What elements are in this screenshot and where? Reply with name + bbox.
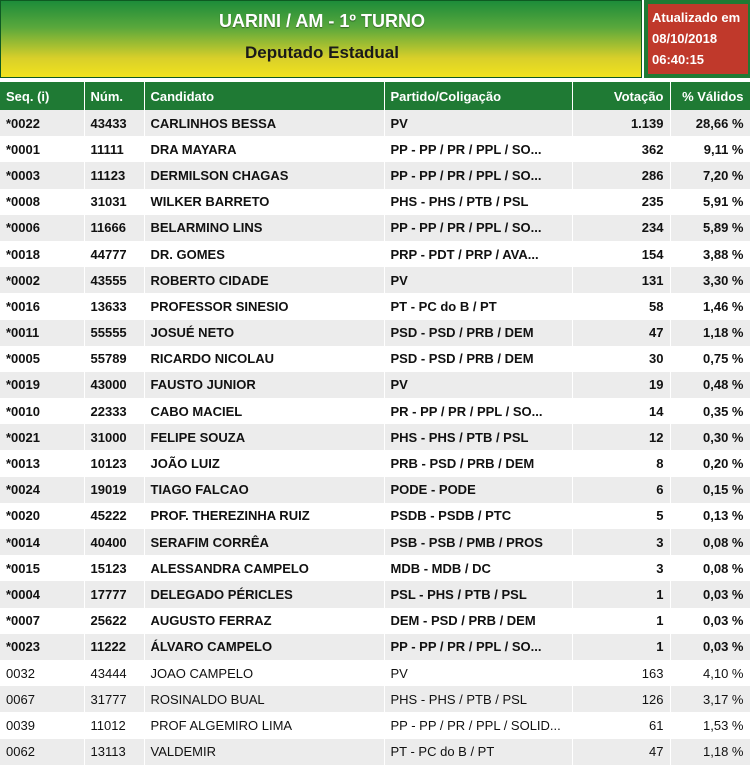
cell-number: 31777 — [84, 686, 144, 712]
table-row — [0, 424, 750, 450]
cell-candidate: ROBERTO CIDADE — [144, 267, 384, 293]
update-info — [648, 4, 748, 74]
cell-candidate: FAUSTO JUNIOR — [144, 372, 384, 398]
cell-party: PODE - PODE — [384, 477, 572, 503]
cell-party: PHS - PHS / PTB / PSL — [384, 189, 572, 215]
cell-percent: 3,88 % — [670, 241, 750, 267]
cell-candidate: DELEGADO PÉRICLES — [144, 581, 384, 607]
cell-seq: *0019 — [0, 372, 84, 398]
cell-percent: 4,10 % — [670, 660, 750, 686]
cell-percent: 3,30 % — [670, 267, 750, 293]
table-row — [0, 503, 750, 529]
cell-number: 55555 — [84, 320, 144, 346]
cell-party: PP - PP / PR / PPL / SO... — [384, 634, 572, 660]
cell-party: PRP - PDT / PRP / AVA... — [384, 241, 572, 267]
cell-number: 43555 — [84, 267, 144, 293]
table-row — [0, 477, 750, 503]
cell-candidate: CABO MACIEL — [144, 398, 384, 424]
cell-party: PHS - PHS / PTB / PSL — [384, 686, 572, 712]
cell-votes: 1 — [572, 581, 670, 607]
cell-candidate: PROF. THEREZINHA RUIZ — [144, 503, 384, 529]
page-title: UARINI / AM - 1º TURNO — [219, 11, 425, 31]
cell-percent: 0,13 % — [670, 503, 750, 529]
cell-seq: *0002 — [0, 267, 84, 293]
cell-candidate: CARLINHOS BESSA — [144, 110, 384, 136]
cell-party: PSDB - PSDB / PTC — [384, 503, 572, 529]
cell-votes: 3 — [572, 555, 670, 581]
page-subtitle: Deputado Estadual — [245, 43, 399, 62]
cell-percent: 0,03 % — [670, 581, 750, 607]
cell-candidate: BELARMINO LINS — [144, 215, 384, 241]
table-row — [0, 346, 750, 372]
cell-party: PP - PP / PR / PPL / SOLID... — [384, 712, 572, 738]
cell-seq: *0018 — [0, 241, 84, 267]
cell-party: PP - PP / PR / PPL / SO... — [384, 215, 572, 241]
cell-party: PHS - PHS / PTB / PSL — [384, 424, 572, 450]
cell-votes: 163 — [572, 660, 670, 686]
table-row — [0, 660, 750, 686]
cell-number: 31031 — [84, 189, 144, 215]
cell-seq: *0024 — [0, 477, 84, 503]
cell-number: 40400 — [84, 529, 144, 555]
cell-percent: 28,66 % — [670, 110, 750, 136]
cell-number: 11666 — [84, 215, 144, 241]
cell-party: PV — [384, 267, 572, 293]
update-label: Atualizado em — [652, 10, 741, 25]
cell-number: 11111 — [84, 136, 144, 162]
cell-number: 55789 — [84, 346, 144, 372]
cell-party: PSD - PSD / PRB / DEM — [384, 320, 572, 346]
table-row — [0, 686, 750, 712]
results-table — [0, 82, 750, 765]
update-box — [644, 0, 750, 78]
cell-seq: *0003 — [0, 162, 84, 188]
cell-votes: 6 — [572, 477, 670, 503]
cell-percent: 1,18 % — [670, 739, 750, 765]
cell-seq: *0015 — [0, 555, 84, 581]
cell-candidate: WILKER BARRETO — [144, 189, 384, 215]
cell-candidate: AUGUSTO FERRAZ — [144, 608, 384, 634]
cell-party: PV — [384, 660, 572, 686]
cell-number: 13633 — [84, 293, 144, 319]
cell-number: 11123 — [84, 162, 144, 188]
cell-percent: 9,11 % — [670, 136, 750, 162]
cell-seq: 0032 — [0, 660, 84, 686]
cell-number: 11012 — [84, 712, 144, 738]
results-banner — [0, 0, 642, 78]
cell-percent: 1,46 % — [670, 293, 750, 319]
table-row — [0, 450, 750, 476]
table-row — [0, 581, 750, 607]
cell-candidate: TIAGO FALCAO — [144, 477, 384, 503]
cell-seq: *0016 — [0, 293, 84, 319]
cell-seq: *0011 — [0, 320, 84, 346]
cell-candidate: PROF ALGEMIRO LIMA — [144, 712, 384, 738]
table-row — [0, 320, 750, 346]
cell-votes: 47 — [572, 320, 670, 346]
cell-seq: *0001 — [0, 136, 84, 162]
table-row — [0, 739, 750, 765]
cell-party: PR - PP / PR / PPL / SO... — [384, 398, 572, 424]
cell-number: 22333 — [84, 398, 144, 424]
cell-party: PRB - PSD / PRB / DEM — [384, 450, 572, 476]
cell-votes: 154 — [572, 241, 670, 267]
cell-percent: 5,89 % — [670, 215, 750, 241]
cell-votes: 12 — [572, 424, 670, 450]
cell-seq: *0010 — [0, 398, 84, 424]
cell-percent: 1,53 % — [670, 712, 750, 738]
cell-party: PT - PC do B / PT — [384, 739, 572, 765]
cell-number: 44777 — [84, 241, 144, 267]
cell-seq: *0006 — [0, 215, 84, 241]
cell-votes: 58 — [572, 293, 670, 319]
cell-votes: 235 — [572, 189, 670, 215]
cell-candidate: JOSUÉ NETO — [144, 320, 384, 346]
cell-percent: 5,91 % — [670, 189, 750, 215]
cell-party: PSB - PSB / PMB / PROS — [384, 529, 572, 555]
cell-seq: *0004 — [0, 581, 84, 607]
cell-party: PSL - PHS / PTB / PSL — [384, 581, 572, 607]
table-row — [0, 555, 750, 581]
cell-percent: 0,03 % — [670, 634, 750, 660]
cell-seq: *0005 — [0, 346, 84, 372]
cell-percent: 0,30 % — [670, 424, 750, 450]
table-row — [0, 608, 750, 634]
cell-votes: 47 — [572, 739, 670, 765]
cell-number: 19019 — [84, 477, 144, 503]
cell-party: PP - PP / PR / PPL / SO... — [384, 136, 572, 162]
cell-number: 13113 — [84, 739, 144, 765]
cell-votes: 14 — [572, 398, 670, 424]
cell-votes: 286 — [572, 162, 670, 188]
table-header — [0, 82, 750, 110]
cell-candidate: ROSINALDO BUAL — [144, 686, 384, 712]
cell-percent: 0,08 % — [670, 529, 750, 555]
cell-votes: 126 — [572, 686, 670, 712]
cell-number: 45222 — [84, 503, 144, 529]
cell-candidate: DRA MAYARA — [144, 136, 384, 162]
cell-votes: 30 — [572, 346, 670, 372]
cell-candidate: RICARDO NICOLAU — [144, 346, 384, 372]
cell-candidate: JOAO CAMPELO — [144, 660, 384, 686]
cell-percent: 3,17 % — [670, 686, 750, 712]
cell-seq: *0013 — [0, 450, 84, 476]
cell-candidate: FELIPE SOUZA — [144, 424, 384, 450]
column-header-candidate[interactable]: Candidato — [144, 82, 384, 110]
cell-party: PP - PP / PR / PPL / SO... — [384, 162, 572, 188]
cell-percent: 0,08 % — [670, 555, 750, 581]
table-row — [0, 293, 750, 319]
cell-votes: 131 — [572, 267, 670, 293]
cell-party: MDB - MDB / DC — [384, 555, 572, 581]
cell-percent: 0,35 % — [670, 398, 750, 424]
table-row — [0, 634, 750, 660]
update-date: 08/10/2018 — [652, 31, 718, 46]
table-row — [0, 712, 750, 738]
cell-votes: 1.139 — [572, 110, 670, 136]
cell-party: PV — [384, 372, 572, 398]
cell-votes: 5 — [572, 503, 670, 529]
table-row — [0, 241, 750, 267]
cell-candidate: VALDEMIR — [144, 739, 384, 765]
cell-percent: 7,20 % — [670, 162, 750, 188]
cell-candidate: DERMILSON CHAGAS — [144, 162, 384, 188]
cell-candidate: JOÃO LUIZ — [144, 450, 384, 476]
column-header-seq[interactable]: Seq. (i) — [0, 82, 84, 110]
cell-number: 43000 — [84, 372, 144, 398]
cell-candidate: ÁLVARO CAMPELO — [144, 634, 384, 660]
cell-number: 10123 — [84, 450, 144, 476]
cell-candidate: SERAFIM CORRÊA — [144, 529, 384, 555]
column-header-percent[interactable]: % Válidos — [670, 82, 750, 110]
cell-seq: *0007 — [0, 608, 84, 634]
cell-votes: 234 — [572, 215, 670, 241]
cell-votes: 19 — [572, 372, 670, 398]
table-row — [0, 136, 750, 162]
cell-votes: 8 — [572, 450, 670, 476]
cell-percent: 0,20 % — [670, 450, 750, 476]
cell-number: 25622 — [84, 608, 144, 634]
cell-seq: *0008 — [0, 189, 84, 215]
table-row — [0, 189, 750, 215]
cell-votes: 3 — [572, 529, 670, 555]
cell-party: PSD - PSD / PRB / DEM — [384, 346, 572, 372]
cell-candidate: ALESSANDRA CAMPELO — [144, 555, 384, 581]
cell-votes: 1 — [572, 608, 670, 634]
cell-party: DEM - PSD / PRB / DEM — [384, 608, 572, 634]
column-header-votes[interactable]: Votação — [572, 82, 670, 110]
cell-seq: *0021 — [0, 424, 84, 450]
table-row — [0, 398, 750, 424]
cell-party: PT - PC do B / PT — [384, 293, 572, 319]
cell-seq: *0020 — [0, 503, 84, 529]
column-header-number[interactable]: Núm. — [84, 82, 144, 110]
cell-seq: *0022 — [0, 110, 84, 136]
table-row — [0, 110, 750, 136]
cell-candidate: PROFESSOR SINESIO — [144, 293, 384, 319]
cell-percent: 0,48 % — [670, 372, 750, 398]
cell-candidate: DR. GOMES — [144, 241, 384, 267]
table-row — [0, 215, 750, 241]
cell-votes: 1 — [572, 634, 670, 660]
cell-number: 17777 — [84, 581, 144, 607]
cell-seq: 0062 — [0, 739, 84, 765]
cell-number: 43444 — [84, 660, 144, 686]
table-row — [0, 529, 750, 555]
table-row — [0, 372, 750, 398]
cell-votes: 61 — [572, 712, 670, 738]
cell-number: 11222 — [84, 634, 144, 660]
cell-seq: *0023 — [0, 634, 84, 660]
update-time: 06:40:15 — [652, 52, 705, 67]
cell-votes: 362 — [572, 136, 670, 162]
cell-percent: 0,15 % — [670, 477, 750, 503]
cell-percent: 1,18 % — [670, 320, 750, 346]
cell-number: 31000 — [84, 424, 144, 450]
cell-percent: 0,03 % — [670, 608, 750, 634]
cell-seq: *0014 — [0, 529, 84, 555]
cell-party: PV — [384, 110, 572, 136]
cell-number: 15123 — [84, 555, 144, 581]
column-header-party[interactable]: Partido/Coligação — [384, 82, 572, 110]
cell-percent: 0,75 % — [670, 346, 750, 372]
cell-seq: 0039 — [0, 712, 84, 738]
cell-number: 43433 — [84, 110, 144, 136]
cell-seq: 0067 — [0, 686, 84, 712]
table-row — [0, 162, 750, 188]
table-row — [0, 267, 750, 293]
